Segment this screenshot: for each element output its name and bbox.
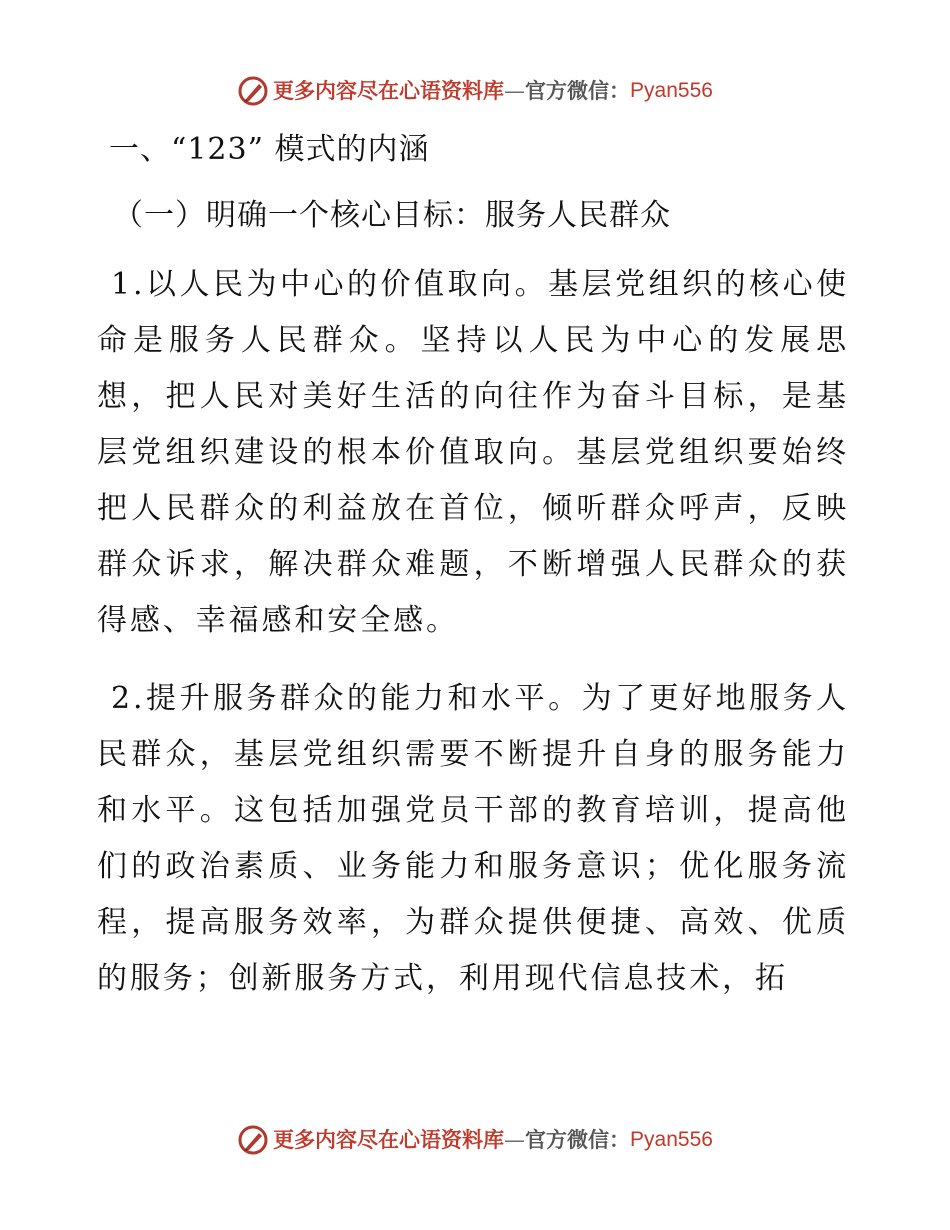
paragraph-2: 2.提升服务群众的能力和水平。为了更好地服务人民群众，基层党组织需要不断提升自身的服务能力和水平。这包括加强党员干部的教育培训，提高他们的政治素质、业务能力和服务意识；优化服务流程，提高服务效率，为群众提供便捷、高效、优质的服务；创新服务方式，利用现代信息技术，拓 xyxy=(97,681,849,996)
watermark-label: 官方微信： xyxy=(525,79,631,103)
watermark-separator: — xyxy=(504,1128,526,1152)
header-watermark xyxy=(0,75,950,107)
pen-logo-icon xyxy=(237,75,269,107)
document-body xyxy=(97,120,849,1007)
paragraph-1: 1.以人民为中心的价值取向。基层党组织的核心使命是服务人民群众。坚持以人民为中心的发展思想，把人民对美好生活的向往作为奋斗目标，是基层党组织建设的根本价值取向。基层党组织要始终把人民群众的利益放在首位，倾听群众呼声，反映群众诉求，解决群众难题，不断增强人民群众的获得感、幸福感和安全感。 xyxy=(97,267,849,638)
watermark-text: 更多内容尽在心语资料库 xyxy=(273,1128,505,1152)
subsection-heading: （一）明确一个核心目标：服务人民群众 xyxy=(113,198,671,233)
watermark-separator: — xyxy=(504,79,526,103)
pen-logo-icon xyxy=(237,1124,269,1156)
watermark-label: 官方微信： xyxy=(525,1128,631,1152)
watermark-id: Pyan556 xyxy=(630,79,713,102)
watermark-text: 更多内容尽在心语资料库 xyxy=(273,79,505,103)
watermark-id: Pyan556 xyxy=(630,1128,713,1151)
section-heading: 一、“123” 模式的内涵 xyxy=(109,132,430,167)
footer-watermark xyxy=(0,1124,950,1156)
